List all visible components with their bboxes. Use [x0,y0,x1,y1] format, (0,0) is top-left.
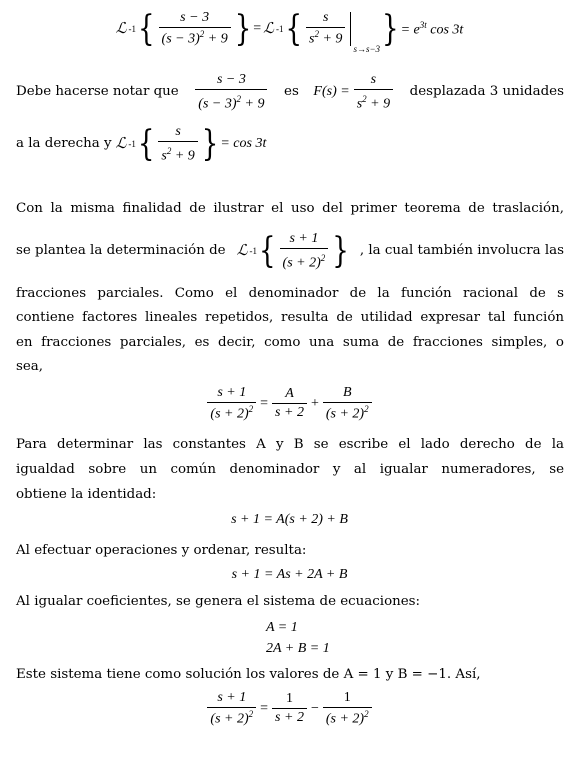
equation-result-fractions: $\frac{s + 1}{(s + 2)^2}$ = $\frac{1}{s + 2}$ − $\frac{1}{(s + 2)^2}$ [0,690,579,728]
paragraph-line: se plantea la determinación de ℒ -1 { $\frac{s + 1}{(s + 2)^2}$ } , la cual también involucra las [16,231,564,272]
paragraph-line: Al efectuar operaciones y ordenar, resulta: [16,543,307,558]
paragraph-line: contiene factores lineales repetidos, resulta de utilidad expresar tal función [16,310,564,325]
fraction-denominator: $(s - 3)^2 + 9$ [159,27,231,48]
equation-system-line: 2A + B = 1 [266,641,330,656]
equation-inverse-laplace-shift: ℒ -1 { $\frac{s - 3}{(s - 3)^2 + 9}$ } = ℒ -1 { $\frac{s}{s^2 + 9}$ $_{s\to s-3}$ } = $e^{3t}$ cos 3t [115,8,464,54]
laplace-operator: ℒ [115,21,127,38]
evaluation-substitution: s→s−3 [353,43,381,54]
fraction-numerator: s − 3 [180,10,210,25]
right-brace: } [234,8,252,50]
fraction: $\frac{s - 3}{(s - 3)^2 + 9}$ [195,72,267,113]
paragraph-line: en fracciones parciales, es decir, como una suma de fracciones simples, o [16,335,564,350]
paragraph-line: igualdad sobre un común denominador y al igualar numeradores, se [16,462,564,477]
equals-sign: = [253,20,262,36]
evaluation-bar [350,12,351,46]
paragraph-line: fracciones parciales. Como el denominador de la función racional de s [16,286,564,301]
transfer-function: F(s) = $\frac{s}{s^2 + 9}$ [313,72,395,113]
paragraph-line: Al igualar coeficientes, se genera el sistema de ecuaciones: [16,594,421,609]
paragraph-line: sea, [16,359,44,374]
fraction: $\frac{s}{s^2 + 9}$ [306,10,345,48]
paragraph-line: obtiene la identidad: [16,487,157,502]
paragraph-line: Con la misma finalidad de ilustrar el uso del primer teorema de traslación, [16,201,564,216]
equation-partial-fractions: $\frac{s + 1}{(s + 2)^2}$ = $\frac{A}{s + 2}$ + $\frac{B}{(s + 2)^2}$ [0,385,579,423]
paragraph-line: Para determinar las constantes A y B se escribe el lado derecho de la [16,437,564,452]
paragraph-shift-note: Debe hacerse notar que $\frac{s - 3}{(s - 3)^2 + 9}$ es F(s) = $\frac{s}{s^2 + 9}$ desplazada 3 unidades [16,72,564,112]
paragraph-cosine: a la derecha y ℒ -1 { $\frac{s}{s^2 + 9}$ } = cos 3t [16,124,267,165]
equation-system-line: A = 1 [266,620,298,635]
right-brace: } [382,8,399,50]
laplace-operator: ℒ [263,21,274,38]
equation-result: = $e^{3t}$ cos 3t [400,19,464,38]
paragraph-line: Este sistema tiene como solución los valores de A = 1 y B = −1. Así, [16,667,481,682]
operator-superscript: -1 [128,23,136,34]
laplace-operator: ℒ [236,243,248,260]
equation-expanded: s + 1 = As + 2A + B [231,567,348,582]
left-brace: { [285,8,303,50]
fraction [159,10,231,48]
equation-identity: s + 1 = A(s + 2) + B [231,512,348,527]
left-brace: { [137,8,155,50]
laplace-operator: ℒ [115,136,127,153]
